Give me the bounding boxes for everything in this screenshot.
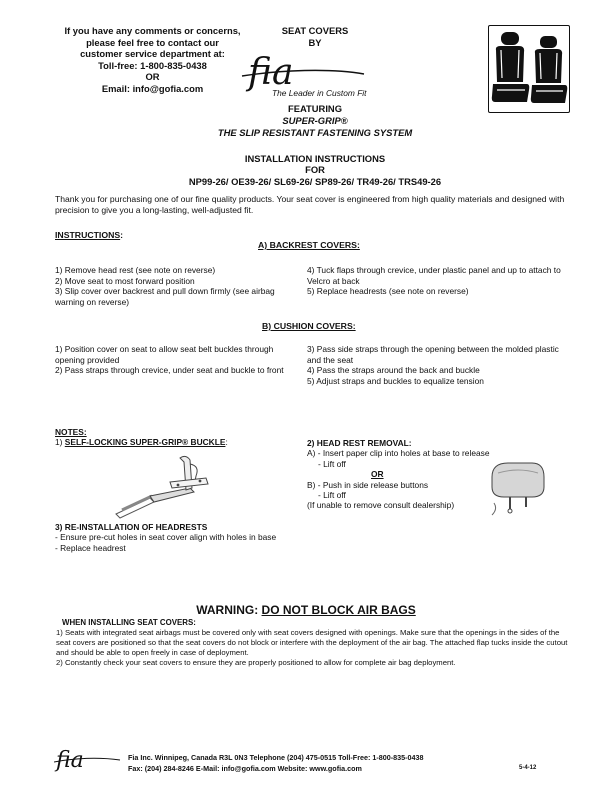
install-header xyxy=(150,153,480,187)
backrest-steps-right xyxy=(307,265,569,297)
buckle-colon: : xyxy=(225,437,228,448)
reinstall-headrests xyxy=(55,522,315,553)
headrest-or: OR xyxy=(371,469,384,480)
tagline: The Leader in Custom Fit xyxy=(272,88,367,98)
notes-label: NOTES: xyxy=(55,427,87,437)
contact-line: If you have any comments or concerns, xyxy=(64,25,241,36)
reinstall-title: 3) RE-INSTALLATION OF HEADRESTS xyxy=(55,522,208,532)
seat-covers-icon xyxy=(489,26,569,112)
buckle-note xyxy=(55,437,228,447)
backrest-heading: A) BACKREST COVERS: xyxy=(258,240,360,250)
buckle-title: SELF-LOCKING SUPER-GRIP® BUCKLE xyxy=(64,437,226,448)
product-name: SUPER-GRIP® xyxy=(282,114,348,126)
backrest-step: 5) Replace headrests (see note on reverse) xyxy=(307,286,469,297)
install-models: NP99-26/ OE39-26/ SL69-26/ SP89-26/ TR49-26/ TRS49-26 xyxy=(188,175,442,187)
subtitle: THE SLIP RESISTANT FASTENING SYSTEM xyxy=(217,127,413,138)
headrest-step-a: A) - Insert paper clip into holes at base to release xyxy=(307,448,490,459)
warning-body xyxy=(56,618,571,668)
backrest-step: 3) Slip cover over backrest and pull down firmly (see airbag warning on reverse) xyxy=(55,286,275,307)
cushion-step: 5) Adjust straps and buckles to equalize tension xyxy=(307,375,484,386)
title-seat-covers: SEAT COVERS xyxy=(281,25,349,36)
warning-prefix: WARNING: xyxy=(196,603,262,617)
title-by: BY xyxy=(308,36,322,48)
seat-cover-icon-box xyxy=(488,25,570,113)
header-title xyxy=(230,25,400,48)
backrest-steps-left xyxy=(55,265,295,307)
cushion-heading: B) CUSHION COVERS: xyxy=(262,321,356,331)
instructions-heading xyxy=(55,230,123,240)
intro-paragraph: Thank you for purchasing one of our fine quality products. Your seat cover is engineered from high quality materials and designed with precision to give you a long-lasting, well-adjusted fit. xyxy=(55,194,565,215)
cushion-step: 2) Pass straps through crevice, under seat and buckle to front xyxy=(55,365,284,376)
cushion-steps-left xyxy=(55,344,295,376)
contact-block xyxy=(50,25,255,95)
backrest-step: 1) Remove head rest (see note on reverse) xyxy=(55,265,216,275)
cushion-steps-right xyxy=(307,344,569,386)
headrest-illustration xyxy=(488,457,548,519)
footer-line: Fax: (204) 284-8246 E-Mail: info@gofia.com Website: www.gofia.com xyxy=(128,764,362,773)
headrest-note: (If unable to remove consult dealership) xyxy=(307,500,455,511)
contact-line: customer service department at: xyxy=(80,48,225,60)
backrest-step: 2) Move seat to most forward position xyxy=(55,275,195,286)
cushion-step: 3) Pass side straps through the opening between the molded plastic and the seat xyxy=(307,344,559,365)
footer-fia-logo xyxy=(54,748,124,772)
fia-logo xyxy=(240,56,370,92)
contact-email: Email: info@gofia.com xyxy=(101,82,204,94)
contact-line: OR xyxy=(145,71,160,83)
footer-text xyxy=(128,752,424,774)
install-title: INSTALLATION INSTRUCTIONS xyxy=(244,153,386,164)
contact-line: please feel free to contact our xyxy=(86,36,219,48)
featuring-label: FEATURING xyxy=(288,103,342,114)
warning-subhead: WHEN INSTALLING SEAT COVERS: xyxy=(62,618,196,627)
headrest-removal-title: 2) HEAD REST REMOVAL: xyxy=(307,438,412,448)
version-code: 5-4-12 xyxy=(519,765,537,771)
install-for: FOR xyxy=(305,164,325,176)
cushion-step: 1) Position cover on seat to allow seat belt buckles through opening provided xyxy=(55,344,274,365)
warning-emphasis: DO NOT BLOCK AIR BAGS xyxy=(261,603,416,617)
contact-phone: Toll-free: 1-800-835-0438 xyxy=(98,59,207,71)
headrest-removal xyxy=(307,438,517,511)
instructions-colon: : xyxy=(120,230,124,240)
headrest-step-b: B) - Push in side release buttons xyxy=(307,479,429,490)
notes-section xyxy=(55,427,228,448)
warning-title xyxy=(0,603,612,617)
featuring-block xyxy=(230,103,400,126)
reinstall-step: - Replace headrest xyxy=(55,542,126,553)
instructions-label: INSTRUCTIONS xyxy=(55,230,121,240)
headrest-step-a-sub: - Lift off xyxy=(318,458,346,469)
buckle-illustration xyxy=(110,452,230,522)
footer-line: Fia Inc. Winnipeg, Canada R3L 0N3 Telephone (204) 475-0515 Toll-Free: 1-800-835-0438 xyxy=(128,753,424,762)
footer-logo-text: fia xyxy=(56,748,84,772)
cushion-step: 4) Pass the straps around the back and buckle xyxy=(307,365,480,376)
headrest-step-b-sub: - Lift off xyxy=(318,490,346,501)
backrest-step: 4) Tuck flaps through crevice, under plastic panel and up to attach to Velcro at back xyxy=(307,265,561,286)
buckle-prefix: 1) xyxy=(55,437,65,448)
reinstall-step: - Ensure pre-cut holes in seat cover align with holes in base xyxy=(55,532,277,543)
warning-paragraph: 1) Seats with integrated seat airbags must be covered only with seat covers designed with openings. Make sure that the openings in the sides of the seat covers are positioned so that the seat covers do not block or interfere with the deployment of the air bag. The attached flap tucks inside the cutout and should be able to open freely in case of deployment. xyxy=(56,628,568,657)
warning-paragraph: 2) Constantly check your seat covers to ensure they are properly positioned to allow for complete air bag deployment. xyxy=(56,658,456,667)
fia-logo-text: fia xyxy=(248,56,294,92)
